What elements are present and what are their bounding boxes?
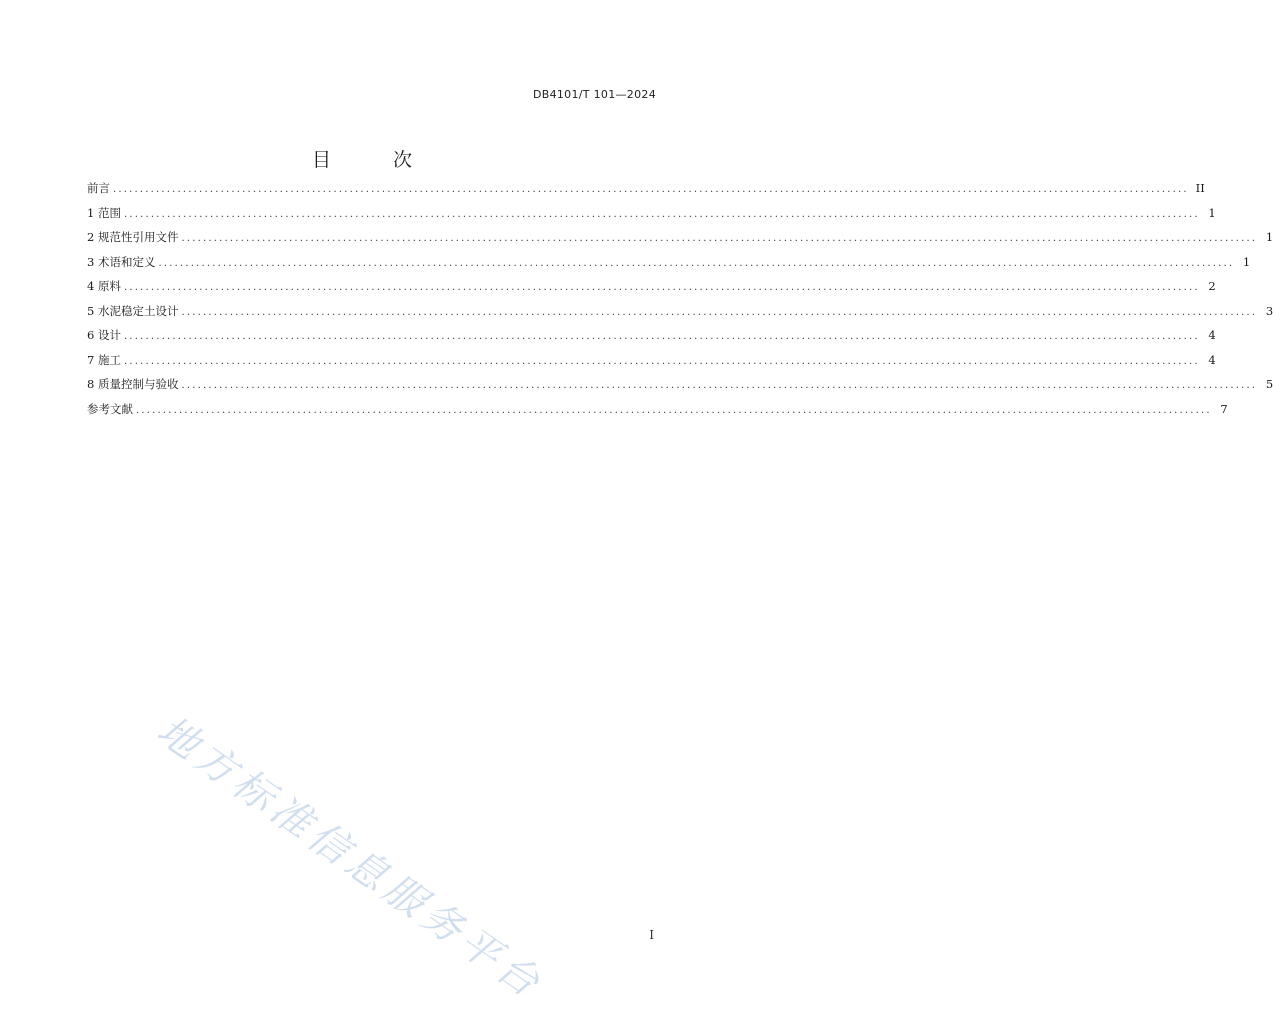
toc-entry-label: 3 术语和定义 xyxy=(87,254,156,269)
toc-entry-label: 4 原料 xyxy=(87,279,121,293)
watermark: 地方标准信息服务平台 xyxy=(148,707,552,1009)
toc-entry-label: 参考文献 xyxy=(87,401,133,416)
document-code: DB4101/T 101—2024 xyxy=(532,88,656,101)
toc-entry-page: 4 xyxy=(1208,352,1216,367)
toc-entry-label: 1 范围 xyxy=(87,205,121,220)
toc-entry-foreword[interactable] xyxy=(87,180,1205,205)
toc-entry-quality-control[interactable] xyxy=(87,376,1273,401)
toc-entry-page: 1 xyxy=(1208,205,1216,220)
toc-dot-leader: ........................................................................................................................................................................................................ xyxy=(123,331,1200,342)
toc-entry-page: 2 xyxy=(1208,279,1216,293)
toc-dot-leader: ........................................................................................................................................................................................................ xyxy=(123,282,1200,293)
toc-entry-page: 4 xyxy=(1208,328,1216,342)
toc-entry-page: 1 xyxy=(1242,254,1251,269)
toc-dot-leader: ........................................................................................................................................................................................................ xyxy=(123,208,1200,220)
toc-dot-leader: ........................................................................................................................................................................................................ xyxy=(113,184,1189,195)
toc-entry-page: 1 xyxy=(1265,230,1273,244)
toc-title: 目 次 xyxy=(311,149,441,171)
toc-entry-label: 7 施工 xyxy=(87,352,121,367)
toc-dot-leader: ........................................................................................................................................................................................................ xyxy=(181,233,1258,244)
toc-entry-label: 6 设计 xyxy=(87,328,121,342)
toc-list xyxy=(87,180,1273,425)
toc-entry-construction[interactable] xyxy=(87,352,1216,377)
toc-entry-normative-references[interactable] xyxy=(87,229,1273,254)
toc-dot-leader: ........................................................................................................................................................................................................ xyxy=(123,355,1200,367)
toc-entry-page: 5 xyxy=(1265,377,1273,391)
toc-entry-page: 3 xyxy=(1265,303,1273,318)
toc-entry-design[interactable] xyxy=(87,327,1216,352)
toc-entry-label: 前言 xyxy=(87,181,110,195)
toc-entry-page: 7 xyxy=(1220,401,1228,416)
page-number: I xyxy=(649,928,654,942)
toc-entry-scope[interactable] xyxy=(87,205,1216,230)
toc-entry-terms-definitions[interactable] xyxy=(87,254,1251,279)
toc-entry-materials[interactable] xyxy=(87,278,1216,303)
toc-entry-bibliography[interactable] xyxy=(87,401,1228,426)
toc-entry-label: 8 质量控制与验收 xyxy=(87,377,179,391)
toc-entry-stabilized-soil-design[interactable] xyxy=(87,303,1273,328)
toc-dot-leader: ........................................................................................................................................................................................................ xyxy=(181,306,1258,318)
toc-entry-page: II xyxy=(1195,181,1205,195)
toc-dot-leader: ........................................................................................................................................................................................................ xyxy=(158,257,1235,269)
toc-entry-label: 5 水泥稳定土设计 xyxy=(87,303,179,318)
toc-dot-leader: ........................................................................................................................................................................................................ xyxy=(181,380,1258,391)
toc-dot-leader: ........................................................................................................................................................................................................ xyxy=(136,404,1212,416)
toc-entry-label: 2 规范性引用文件 xyxy=(87,230,179,244)
